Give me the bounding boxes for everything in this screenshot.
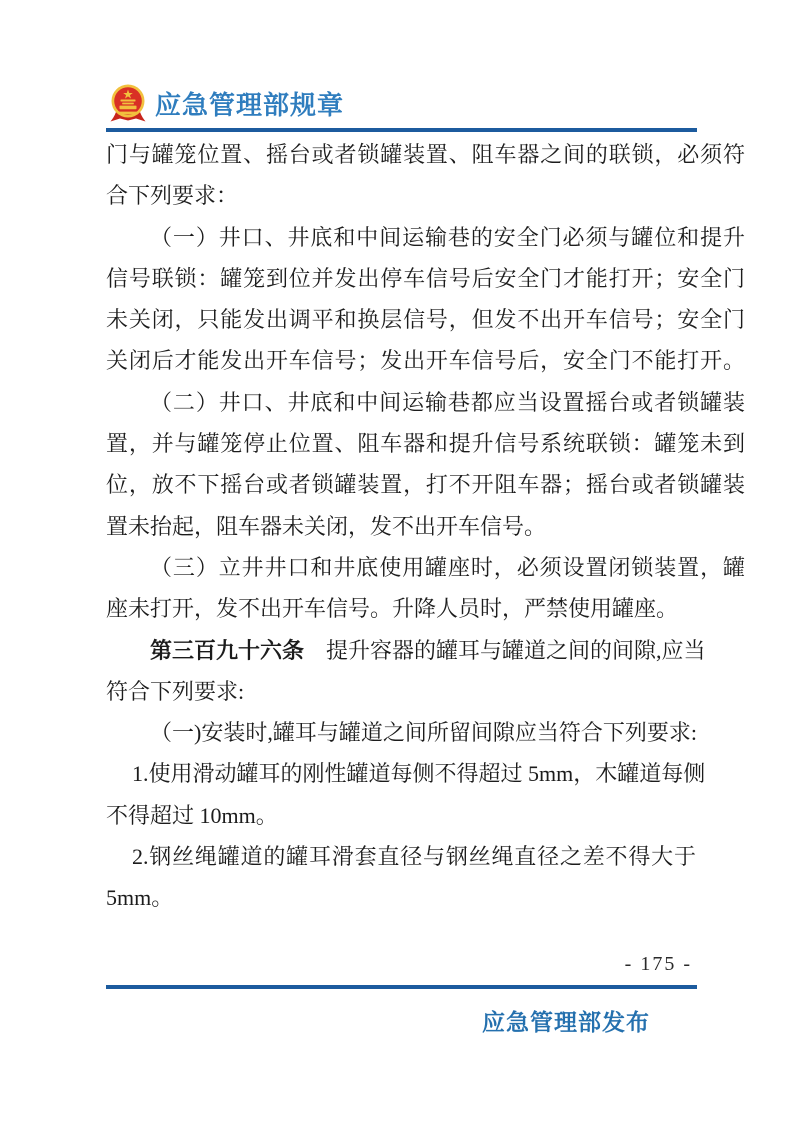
text-line-content: 5mm。 [106,885,174,911]
document-body [106,134,745,919]
text-line-content: 置未抬起，阻车器未关闭，发不出开车信号。 [106,513,547,539]
article-number: 第三百九十六条 [150,637,305,663]
text-line [106,795,696,836]
text-line [106,340,745,381]
page-header [108,82,344,124]
text-line [106,464,745,505]
text-line-content: 提升容器的罐耳与罐道之间的间隙,应当 [304,637,706,663]
text-line [106,299,745,340]
text-line-content: 合下列要求： [106,183,239,209]
text-line [106,712,696,753]
china-national-emblem-icon [108,83,148,124]
text-line-content: 位，放不下摇台或者锁罐装置，打不开阻车器；摇台或者锁罐装 [106,472,745,498]
text-line-content: （二）井口、井底和中间运输巷都应当设置摇台或者锁罐装 [150,389,745,415]
text-line-content: 1.使用滑动罐耳的刚性罐道每侧不得超过 5mm，木罐道每侧 [132,761,706,787]
header-title: 应急管理部规章 [155,90,345,120]
text-line-content: 门与罐笼位置、摇台或者锁罐装置、阻车器之间的联锁，必须符 [106,142,745,167]
text-line-content: 置，并与罐笼停止位置、阻车器和提升信号系统联锁：罐笼未到 [106,431,745,457]
text-line [106,217,745,258]
text-line [106,836,696,877]
text-line-content: 关闭后才能发出开车信号；发出开车信号后，安全门不能打开。 [106,348,745,374]
text-line-content: 符合下列要求: [106,678,245,704]
text-line [106,671,696,712]
text-line-content: 信号联锁：罐笼到位并发出停车信号后安全门才能打开；安全门 [106,265,745,291]
text-line-content: （三）立井井口和井底使用罐座时，必须设置闭锁装置，罐 [150,554,745,580]
text-line [106,506,745,547]
text-line [106,588,745,629]
footer-divider [106,985,697,989]
text-line [106,134,745,175]
text-line-content: （一）井口、井底和中间运输巷的安全门必须与罐位和提升 [150,224,745,250]
text-line [106,175,745,216]
text-line [106,423,745,464]
text-line [106,258,745,299]
header-divider [106,128,697,132]
text-line [106,877,696,918]
page-number: - 175 - [624,953,692,975]
text-line-content: 座未打开，发不出开车信号。升降人员时，严禁使用罐座。 [106,596,679,622]
publisher-label: 应急管理部发布 [482,1010,650,1035]
text-line-content: （一)安装时,罐耳与罐道之间所留间隙应当符合下列要求: [150,720,697,746]
text-line [106,382,745,423]
text-line [106,630,706,671]
text-line-content: 未关闭，只能发出调平和换层信号，但发不出开车信号；安全门 [106,307,745,333]
text-line-content: 不得超过 10mm。 [106,802,278,828]
text-line [106,547,745,588]
text-line-content: 2.钢丝绳罐道的罐耳滑套直径与钢丝绳直径之差不得大于 [132,844,696,870]
text-line [106,753,706,794]
